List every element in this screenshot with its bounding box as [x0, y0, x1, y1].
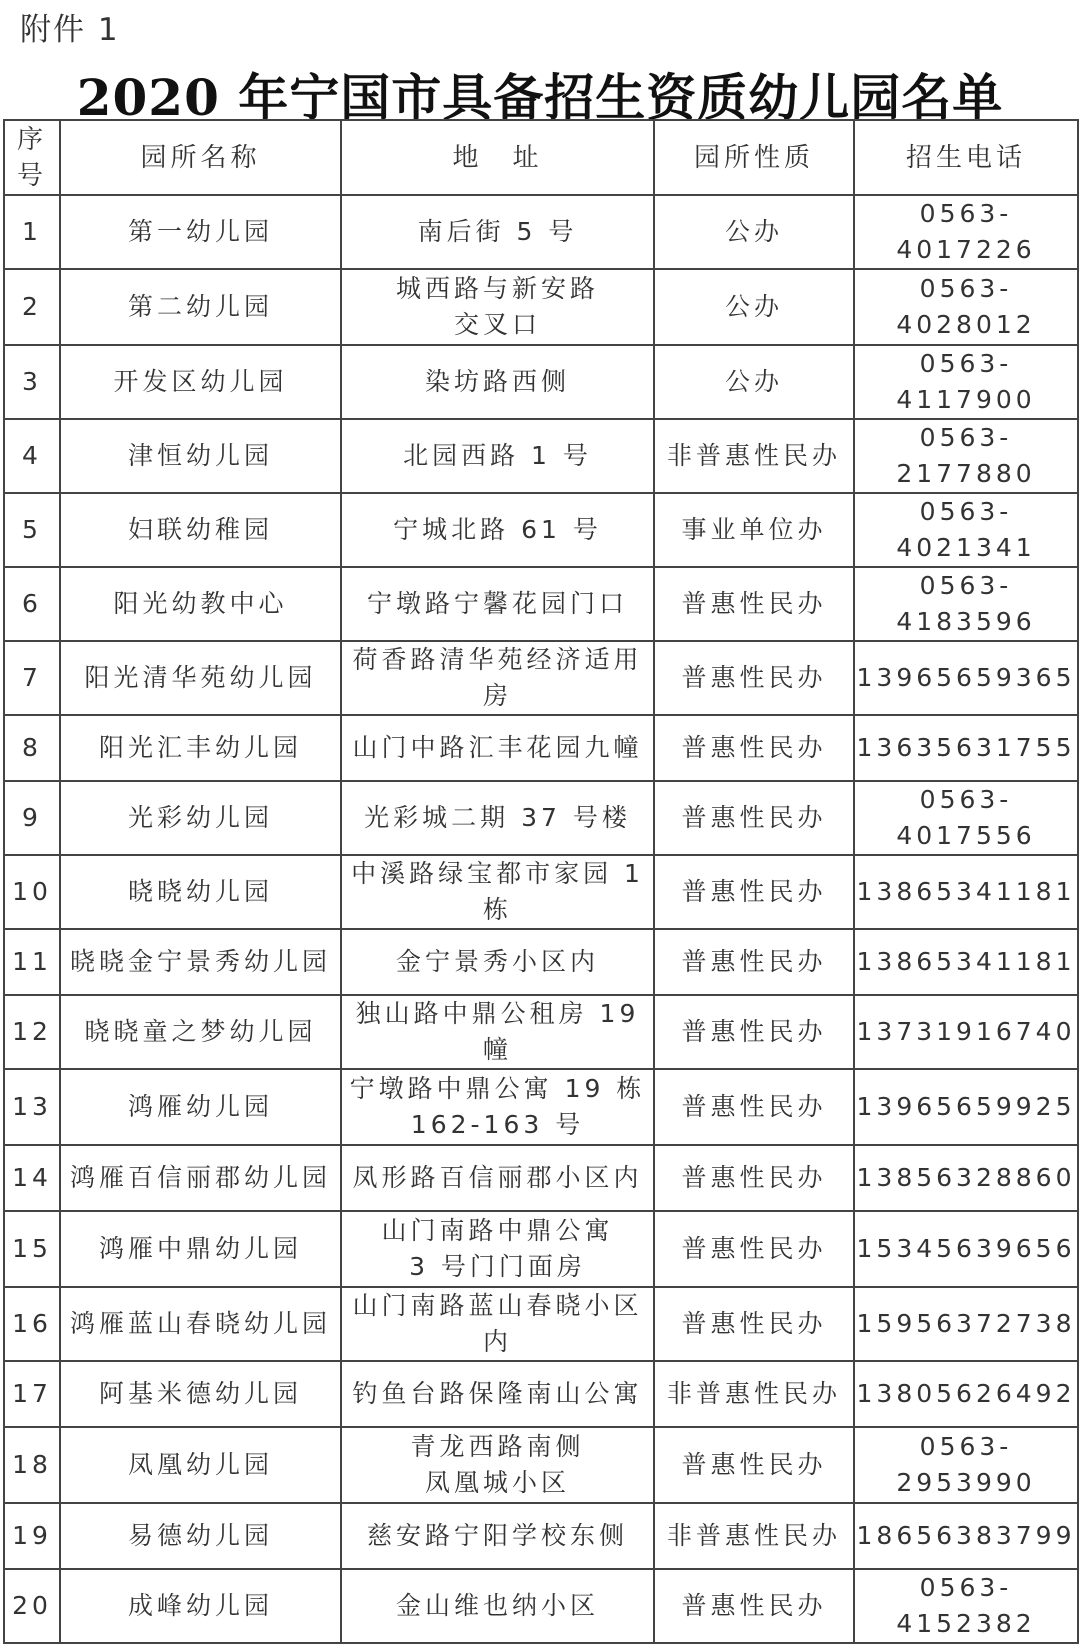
row-number: 12	[4, 995, 60, 1069]
address-line: 染坊路西侧	[424, 367, 570, 396]
row-number: 5	[4, 493, 60, 567]
table-row	[4, 345, 1078, 419]
table-row	[4, 995, 1078, 1069]
row-number: 10	[4, 855, 60, 929]
kindergarten-address	[341, 493, 654, 567]
row-number: 4	[4, 419, 60, 493]
address-line: 交叉口	[453, 310, 541, 339]
kindergarten-type: 普惠性民办	[654, 715, 854, 781]
table-row	[4, 1069, 1078, 1145]
row-number: 18	[4, 1427, 60, 1503]
kindergarten-address	[341, 1211, 654, 1287]
enrollment-phone: 0563-4021341	[854, 493, 1078, 567]
kindergarten-type: 普惠性民办	[654, 567, 854, 641]
table-row	[4, 1427, 1078, 1503]
enrollment-phone: 13635631755	[854, 715, 1078, 781]
enrollment-phone: 0563-2953990	[854, 1427, 1078, 1503]
kindergarten-name: 晓晓金宁景秀幼儿园	[60, 929, 341, 995]
address-line: 3 号门门面房	[409, 1252, 586, 1281]
header-seq	[4, 120, 60, 195]
address-line: 独山路中鼎公租房 19 幢	[355, 999, 640, 1064]
row-number: 14	[4, 1145, 60, 1211]
address-line: 青龙西路南侧	[410, 1432, 585, 1461]
address-line: 山门中路汇丰花园九幢	[352, 733, 643, 762]
address-line: 钓鱼台路保隆南山公寓	[352, 1379, 643, 1408]
table-row	[4, 419, 1078, 493]
kindergarten-name: 晓晓童之梦幼儿园	[60, 995, 341, 1069]
table-row	[4, 567, 1078, 641]
table-row	[4, 781, 1078, 855]
kindergarten-name: 阳光汇丰幼儿园	[60, 715, 341, 781]
kindergarten-name: 鸿雁蓝山春晓幼儿园	[60, 1287, 341, 1361]
kindergarten-name: 易德幼儿园	[60, 1503, 341, 1569]
table-row	[4, 855, 1078, 929]
kindergarten-type: 事业单位办	[654, 493, 854, 567]
kindergarten-type: 公办	[654, 195, 854, 269]
kindergarten-type: 普惠性民办	[654, 1427, 854, 1503]
row-number: 8	[4, 715, 60, 781]
table-row	[4, 929, 1078, 995]
kindergarten-address	[341, 715, 654, 781]
address-line: 山门南路中鼎公寓	[381, 1216, 614, 1245]
enrollment-phone: 13856328860	[854, 1145, 1078, 1211]
kindergarten-address	[341, 1145, 654, 1211]
header-seq-line1: 序	[16, 124, 47, 155]
enrollment-phone: 13865341181	[854, 929, 1078, 995]
address-line: 光彩城二期 37 号楼	[364, 803, 631, 832]
kindergarten-address	[341, 345, 654, 419]
kindergarten-address	[341, 1069, 654, 1145]
enrollment-phone: 15345639656	[854, 1211, 1078, 1287]
kindergarten-type: 公办	[654, 345, 854, 419]
enrollment-phone: 13731916740	[854, 995, 1078, 1069]
table-row	[4, 1503, 1078, 1569]
kindergarten-type: 非普惠性民办	[654, 1503, 854, 1569]
kindergarten-type: 普惠性民办	[654, 1069, 854, 1145]
kindergarten-address	[341, 1361, 654, 1427]
address-line: 中溪路绿宝都市家园 1 栋	[351, 859, 644, 924]
kindergarten-name: 成峰幼儿园	[60, 1569, 341, 1643]
row-number: 1	[4, 195, 60, 269]
row-number: 19	[4, 1503, 60, 1569]
kindergarten-name: 光彩幼儿园	[60, 781, 341, 855]
row-number: 20	[4, 1569, 60, 1643]
row-number: 15	[4, 1211, 60, 1287]
enrollment-phone: 0563-4117900	[854, 345, 1078, 419]
address-line: 凤形路百信丽郡小区内	[352, 1163, 643, 1192]
header-address: 地 址	[341, 120, 654, 195]
kindergarten-type: 公办	[654, 269, 854, 345]
address-line: 宁城北路 61 号	[393, 515, 602, 544]
table-row	[4, 1287, 1078, 1361]
table-row	[4, 715, 1078, 781]
address-line: 宁墩路中鼎公寓 19 栋	[349, 1074, 646, 1103]
table-row	[4, 493, 1078, 567]
kindergarten-name: 阳光清华苑幼儿园	[60, 641, 341, 715]
page-title: 2020 年宁国市具备招生资质幼儿园名单	[76, 68, 1004, 127]
address-line: 荷香路清华苑经济适用房	[352, 645, 643, 710]
kindergarten-table	[3, 119, 1079, 1644]
table-body	[4, 195, 1078, 1643]
kindergarten-type: 普惠性民办	[654, 929, 854, 995]
kindergarten-address	[341, 419, 654, 493]
kindergarten-name: 晓晓幼儿园	[60, 855, 341, 929]
address-line: 南后街 5 号	[417, 217, 578, 246]
address-line: 慈安路宁阳学校东侧	[366, 1521, 628, 1550]
kindergarten-name: 阿基米德幼儿园	[60, 1361, 341, 1427]
kindergarten-type: 普惠性民办	[654, 641, 854, 715]
kindergarten-name: 鸿雁中鼎幼儿园	[60, 1211, 341, 1287]
attachment-label: 附件 1	[20, 12, 120, 48]
enrollment-phone: 0563-4183596	[854, 567, 1078, 641]
address-line: 162-163 号	[410, 1110, 585, 1139]
header-seq-line2: 号	[16, 160, 47, 191]
enrollment-phone: 0563-4017226	[854, 195, 1078, 269]
table-row	[4, 269, 1078, 345]
kindergarten-address	[341, 1287, 654, 1361]
kindergarten-address	[341, 1569, 654, 1643]
address-line: 城西路与新安路	[395, 274, 599, 303]
kindergarten-address	[341, 1427, 654, 1503]
kindergarten-address	[341, 567, 654, 641]
address-line: 宁墩路宁馨花园门口	[366, 589, 628, 618]
kindergarten-name: 凤凰幼儿园	[60, 1427, 341, 1503]
address-line: 山门南路蓝山春晓小区内	[352, 1291, 643, 1356]
kindergarten-address	[341, 781, 654, 855]
enrollment-phone: 0563-4017556	[854, 781, 1078, 855]
enrollment-phone: 13805626492	[854, 1361, 1078, 1427]
table-row	[4, 1145, 1078, 1211]
row-number: 7	[4, 641, 60, 715]
kindergarten-address	[341, 269, 654, 345]
kindergarten-type: 普惠性民办	[654, 995, 854, 1069]
enrollment-phone: 0563-2177880	[854, 419, 1078, 493]
row-number: 16	[4, 1287, 60, 1361]
address-line: 金山维也纳小区	[395, 1591, 599, 1620]
header-type: 园所性质	[654, 120, 854, 195]
row-number: 9	[4, 781, 60, 855]
header-name: 园所名称	[60, 120, 341, 195]
row-number: 13	[4, 1069, 60, 1145]
kindergarten-name: 阳光幼教中心	[60, 567, 341, 641]
header-phone: 招生电话	[854, 120, 1078, 195]
kindergarten-type: 普惠性民办	[654, 1569, 854, 1643]
kindergarten-address	[341, 195, 654, 269]
kindergarten-name: 第二幼儿园	[60, 269, 341, 345]
enrollment-phone: 13965659365	[854, 641, 1078, 715]
kindergarten-type: 非普惠性民办	[654, 1361, 854, 1427]
row-number: 3	[4, 345, 60, 419]
kindergarten-address	[341, 1503, 654, 1569]
table-row	[4, 1361, 1078, 1427]
table-header-row	[4, 120, 1078, 195]
table-row	[4, 1569, 1078, 1643]
table-row	[4, 641, 1078, 715]
kindergarten-name: 妇联幼稚园	[60, 493, 341, 567]
table-row	[4, 1211, 1078, 1287]
kindergarten-type: 普惠性民办	[654, 1145, 854, 1211]
row-number: 2	[4, 269, 60, 345]
kindergarten-name: 鸿雁幼儿园	[60, 1069, 341, 1145]
kindergarten-address	[341, 641, 654, 715]
address-line: 北园西路 1 号	[403, 441, 592, 470]
kindergarten-address	[341, 929, 654, 995]
enrollment-phone: 0563-4152382	[854, 1569, 1078, 1643]
row-number: 17	[4, 1361, 60, 1427]
kindergarten-type: 普惠性民办	[654, 781, 854, 855]
enrollment-phone: 0563-4028012	[854, 269, 1078, 345]
address-line: 金宁景秀小区内	[395, 947, 599, 976]
address-line: 凤凰城小区	[424, 1468, 570, 1497]
kindergarten-name: 第一幼儿园	[60, 195, 341, 269]
kindergarten-address	[341, 995, 654, 1069]
kindergarten-type: 普惠性民办	[654, 855, 854, 929]
enrollment-phone: 13965659925	[854, 1069, 1078, 1145]
kindergarten-name: 津恒幼儿园	[60, 419, 341, 493]
enrollment-phone: 13865341181	[854, 855, 1078, 929]
kindergarten-type: 普惠性民办	[654, 1211, 854, 1287]
table-row	[4, 195, 1078, 269]
enrollment-phone: 15956372738	[854, 1287, 1078, 1361]
kindergarten-type: 普惠性民办	[654, 1287, 854, 1361]
kindergarten-name: 鸿雁百信丽郡幼儿园	[60, 1145, 341, 1211]
kindergarten-type: 非普惠性民办	[654, 419, 854, 493]
kindergarten-name: 开发区幼儿园	[60, 345, 341, 419]
kindergarten-address	[341, 855, 654, 929]
row-number: 6	[4, 567, 60, 641]
enrollment-phone: 18656383799	[854, 1503, 1078, 1569]
row-number: 11	[4, 929, 60, 995]
